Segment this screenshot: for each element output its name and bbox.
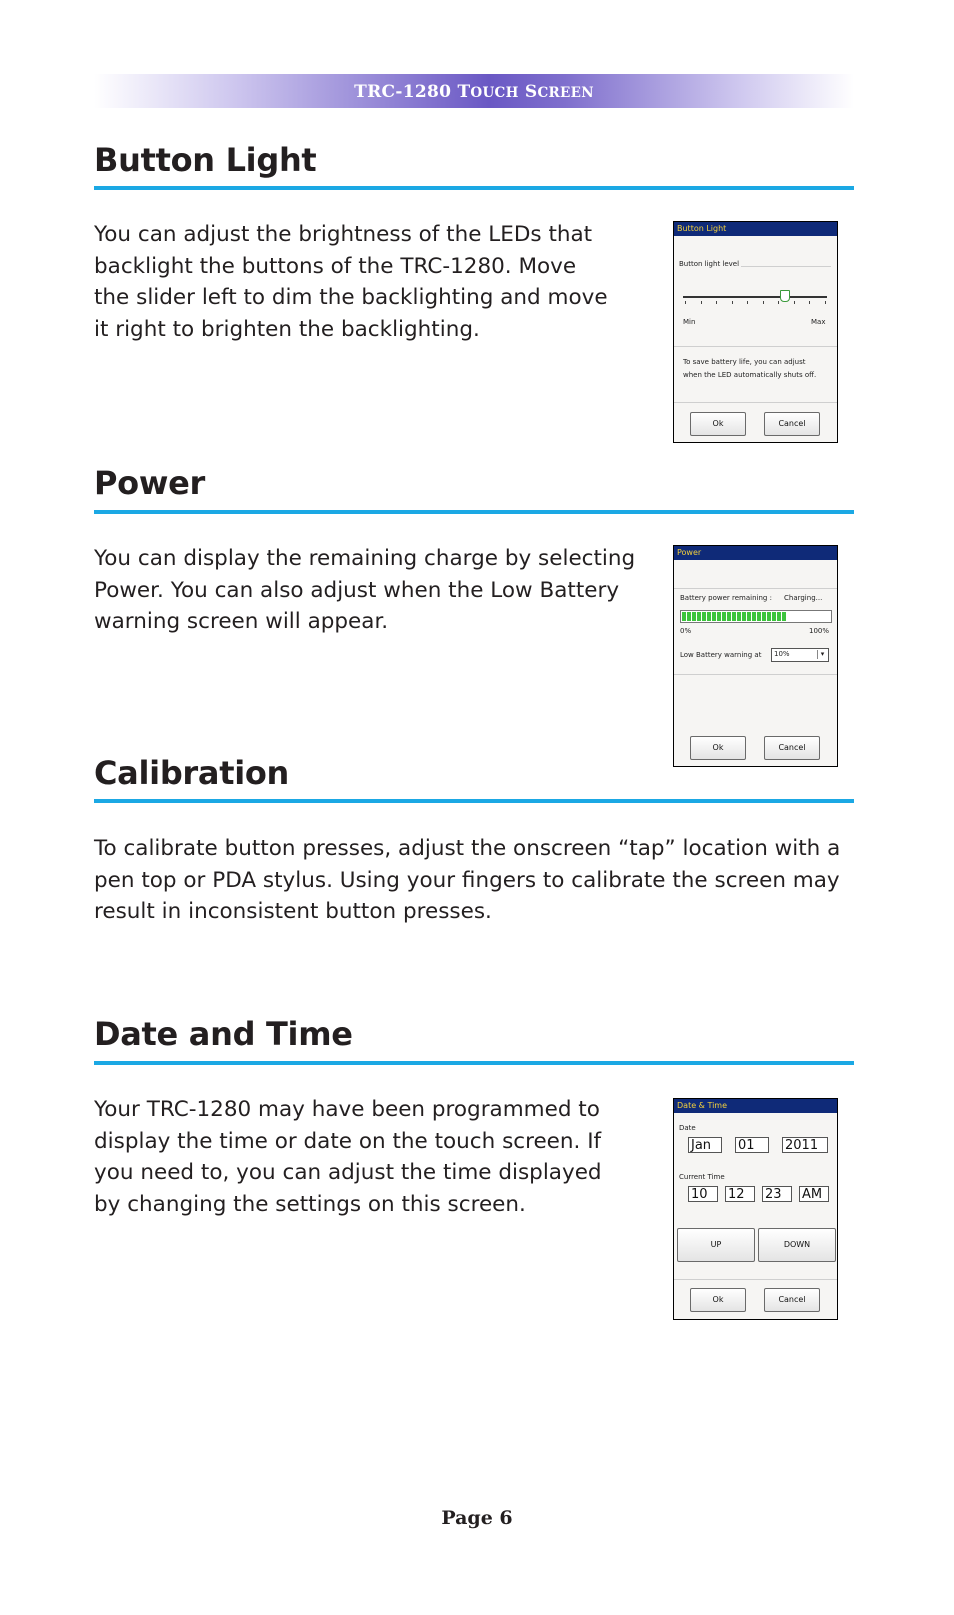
- progress-max-label: 100%: [809, 627, 830, 635]
- running-header: [94, 74, 854, 108]
- slider-tick: [778, 301, 779, 304]
- progress-min-label: 0%: [680, 627, 692, 635]
- screen-title: Power: [674, 546, 837, 560]
- date-label: Date: [679, 1124, 696, 1132]
- calibration-text: [94, 833, 840, 928]
- slider-min-label: Min: [683, 318, 696, 326]
- text-line: pen top or PDA stylus. Using your fingers to calibrate the screen may: [94, 867, 840, 893]
- cancel-button[interactable]: Cancel: [764, 1288, 820, 1312]
- button-light-text: [94, 219, 608, 345]
- section-rule: [94, 1061, 854, 1065]
- text-line: You can display the remaining charge by selecting: [94, 546, 636, 571]
- screen-title: Date & Time: [674, 1099, 837, 1113]
- text-line: warning screen will appear.: [94, 609, 389, 634]
- slider-tick: [763, 301, 764, 304]
- up-button[interactable]: UP: [677, 1228, 755, 1262]
- text-line: you need to, you can adjust the time displayed: [94, 1160, 602, 1185]
- ok-button[interactable]: Ok: [690, 1288, 746, 1312]
- header-word2-rest: CREEN: [537, 85, 594, 101]
- divider: [674, 1279, 837, 1280]
- slider-tick: [685, 301, 686, 304]
- cancel-button[interactable]: Cancel: [764, 736, 820, 760]
- year-field[interactable]: 2011: [782, 1137, 828, 1153]
- slider-tick: [825, 301, 826, 304]
- section-rule: [94, 799, 854, 803]
- header-model: TRC-1280: [354, 82, 452, 102]
- page-number: Page 6: [441, 1507, 513, 1529]
- low-battery-warning-label: Low Battery warning at: [680, 651, 762, 659]
- slider-max-label: Max: [811, 318, 826, 326]
- charging-status: Charging...: [784, 594, 823, 602]
- text-line: the slider left to dim the backlighting and move: [94, 285, 608, 310]
- text-line: result in inconsistent button presses.: [94, 899, 492, 924]
- text-line: Power. You can also adjust when the Low Battery: [94, 577, 620, 603]
- power-text: [94, 543, 635, 638]
- button-light-screenshot: [673, 221, 838, 443]
- low-battery-warning-select[interactable]: [771, 648, 829, 662]
- divider: [674, 402, 837, 403]
- battery-remaining-label: Battery power remaining :: [680, 594, 772, 602]
- note-line: To save battery life, you can adjust: [683, 358, 806, 366]
- second-field[interactable]: 23: [762, 1186, 792, 1202]
- date-time-text: [94, 1094, 602, 1220]
- text-line: To calibrate button presses, adjust the onscreen “tap” location with a: [94, 836, 841, 861]
- cancel-button[interactable]: Cancel: [764, 412, 820, 436]
- hour-field[interactable]: 10: [688, 1186, 718, 1202]
- text-line: it right to brighten the backlighting.: [94, 316, 480, 342]
- down-button[interactable]: DOWN: [758, 1228, 836, 1262]
- month-field[interactable]: Jan: [688, 1137, 722, 1153]
- minute-field[interactable]: 12: [725, 1186, 755, 1202]
- screen-title: Button Light: [674, 222, 837, 236]
- slider-track[interactable]: [683, 296, 827, 298]
- chevron-down-icon[interactable]: ▾: [817, 650, 827, 659]
- header-word1-initial: T: [457, 82, 471, 102]
- day-field[interactable]: 01: [735, 1137, 769, 1153]
- text-line: backlight the buttons of the TRC-1280. Move: [94, 253, 577, 279]
- section-heading-power: Power: [94, 464, 205, 502]
- section-rule: [94, 186, 854, 190]
- slider-thumb[interactable]: [780, 290, 790, 302]
- divider: [674, 674, 837, 675]
- text-line: Your TRC-1280 may have been programmed to: [94, 1097, 600, 1122]
- note-line: when the LED automatically shuts off.: [683, 371, 817, 379]
- section-heading-calibration: Calibration: [94, 754, 290, 792]
- text-line: display the time or date on the touch screen. If: [94, 1128, 602, 1154]
- section-heading-button-light: Button Light: [94, 141, 317, 179]
- slider-tick: [732, 301, 733, 304]
- text-line: by changing the settings on this screen.: [94, 1191, 526, 1217]
- current-time-label: Current Time: [679, 1173, 725, 1181]
- section-heading-date-time: Date and Time: [94, 1015, 353, 1053]
- slider-tick: [701, 301, 702, 304]
- header-word1-rest: OUCH: [470, 85, 519, 101]
- slider-tick: [794, 301, 795, 304]
- header-word2-initial: S: [524, 82, 538, 102]
- group-label: Button light level: [679, 260, 740, 268]
- text-line: You can adjust the brightness of the LEDs that: [94, 222, 593, 247]
- battery-progress-bar: [680, 610, 832, 623]
- slider-tick: [809, 301, 810, 304]
- divider: [674, 346, 837, 347]
- ampm-field[interactable]: AM: [799, 1186, 829, 1202]
- ok-button[interactable]: Ok: [690, 736, 746, 760]
- slider-tick: [716, 301, 717, 304]
- select-value: 10%: [774, 650, 790, 658]
- section-rule: [94, 510, 854, 514]
- power-screenshot: [673, 545, 838, 767]
- divider: [674, 588, 837, 589]
- slider-tick: [747, 301, 748, 304]
- ok-button[interactable]: Ok: [690, 412, 746, 436]
- date-time-screenshot: [673, 1098, 838, 1320]
- battery-progress-fill: [682, 612, 786, 621]
